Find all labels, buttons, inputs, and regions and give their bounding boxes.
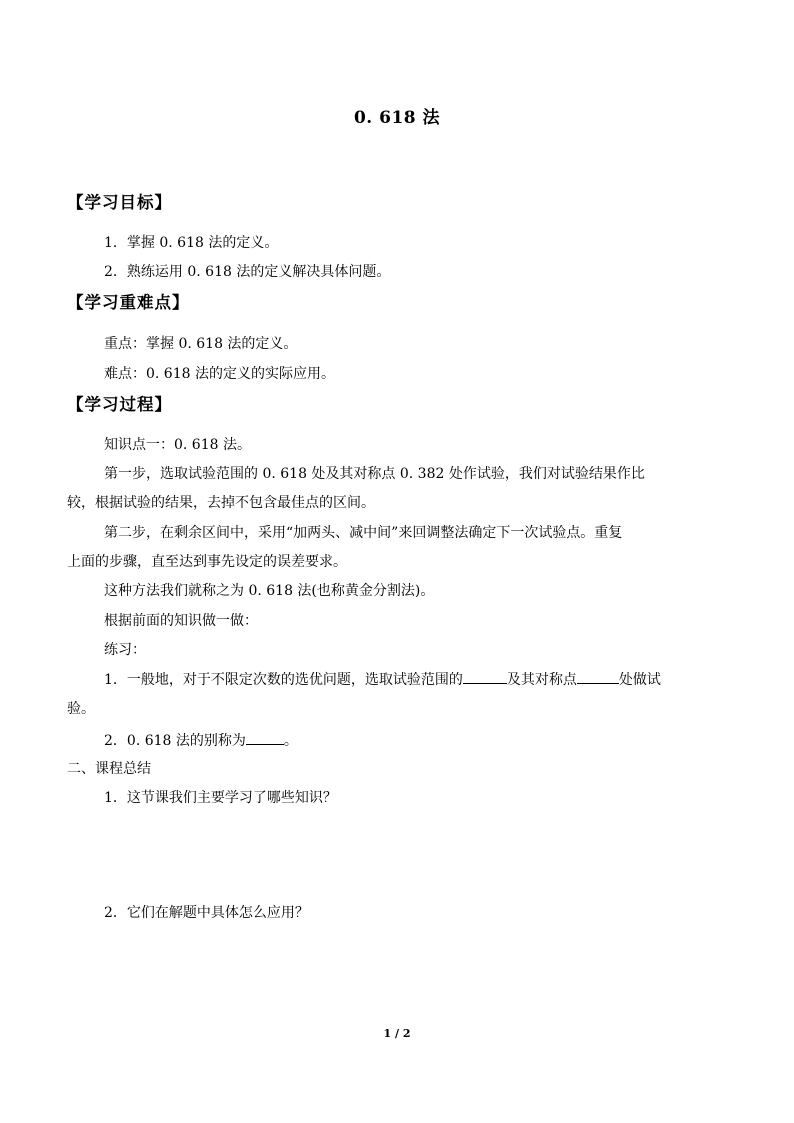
document-title: 0. 618 法 xyxy=(353,108,441,128)
key-points-heading: 【学习重难点】 xyxy=(67,293,190,312)
exercise-1-text-c: 处做试 xyxy=(618,672,661,688)
exercise-1 xyxy=(104,669,661,690)
exercise-2-text-b: 。 xyxy=(283,733,298,749)
exercise-2-blank[interactable] xyxy=(246,730,284,745)
summary-heading: 二、课程总结 xyxy=(67,761,151,777)
objective-2: 2．熟练运用 0. 618 法的定义解决具体问题。 xyxy=(104,264,391,280)
exercise-1-blank-a[interactable] xyxy=(463,669,507,684)
method-name: 这种方法我们就称之为 0. 618 法(也称黄金分割法)。 xyxy=(104,583,435,599)
difficult-point: 难点：0. 618 法的定义的实际应用。 xyxy=(104,366,335,382)
key-point: 重点：掌握 0. 618 法的定义。 xyxy=(104,336,298,352)
exercise-1-text-b: 及其对称点 xyxy=(506,672,577,688)
summary-question-1: 1．这节课我们主要学习了哪些知识？ xyxy=(104,790,337,806)
step1-line2: 较，根据试验的结果，去掉不包含最佳点的区间。 xyxy=(67,495,375,511)
step1-line1: 第一步，选取试验范围的 0. 618 处及其对称点 0. 382 处作试验，我们对试验结果作比 xyxy=(104,466,645,482)
practice-label: 练习： xyxy=(104,642,146,658)
practice-intro: 根据前面的知识做一做： xyxy=(104,613,258,629)
page-number: 1 / 2 xyxy=(383,1027,411,1040)
objectives-heading: 【学习目标】 xyxy=(67,193,172,212)
step2-line2: 上面的步骤，直至达到事先设定的误差要求。 xyxy=(67,554,347,570)
exercise-2-text-a: 2．0. 618 法的别称为 xyxy=(104,733,246,749)
exercise-1-text-a: 1．一般地，对于不限定次数的选优问题，选取试验范围的 xyxy=(104,672,463,688)
process-heading: 【学习过程】 xyxy=(67,395,172,414)
step2-line1: 第二步，在剩余区间中，采用“加两头、减中间”来回调整法确定下一次试验点。重复 xyxy=(104,525,623,541)
exercise-1-blank-b[interactable] xyxy=(577,669,619,684)
knowledge-point: 知识点一：0. 618 法。 xyxy=(104,437,251,453)
exercise-1-line2: 验。 xyxy=(67,701,95,717)
objective-1: 1．掌握 0. 618 法的定义。 xyxy=(104,235,279,251)
exercise-2 xyxy=(104,730,298,751)
summary-question-2: 2．它们在解题中具体怎么应用？ xyxy=(104,905,309,921)
